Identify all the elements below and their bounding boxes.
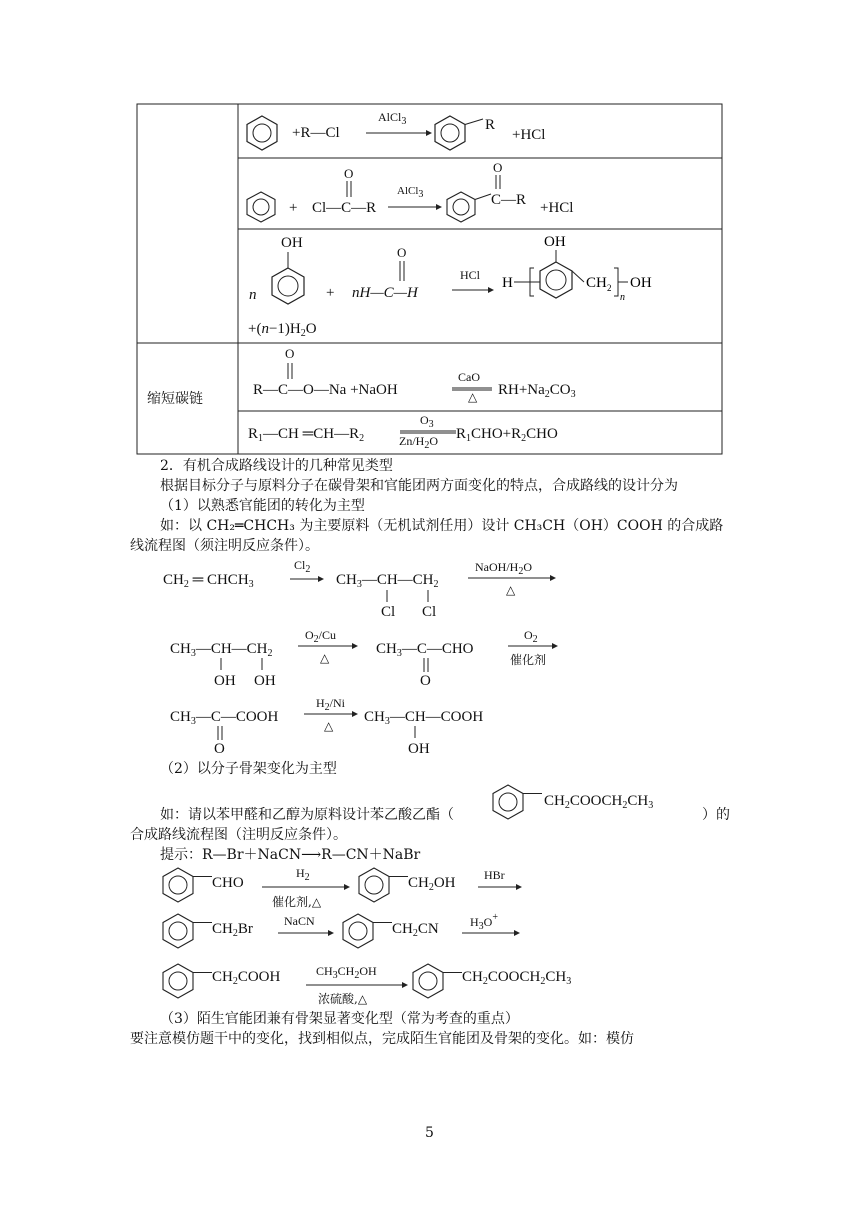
reaction-arrow <box>508 641 558 651</box>
reaction-arrow <box>262 882 350 892</box>
reagent-acyl-chloride: Cl—C—R <box>312 200 377 216</box>
reaction-arrow <box>278 928 334 938</box>
carbonyl-o: O <box>344 166 354 181</box>
ester-formula: $CH_2COOCH_2CH_3$ <box>544 793 654 811</box>
reaction-arrow <box>388 202 442 212</box>
svg-text:H: H <box>502 275 513 291</box>
route2-ethyl-phenylacetate: $CH_2COOCH_2CH_3$ <box>462 969 572 987</box>
svg-text:n: n <box>620 292 625 303</box>
phenyl-icon <box>160 912 218 950</box>
route2-cond-hbr: HBr <box>484 868 505 882</box>
svg-text:2: 2 <box>607 283 612 293</box>
plus-sign: + <box>326 285 335 301</box>
reaction-arrow <box>298 641 358 651</box>
route1-cond-heat: △ <box>320 651 330 665</box>
reaction-arrow <box>366 128 432 138</box>
route1-sub-o: O <box>420 673 431 689</box>
byproduct-hcl: +HCl <box>540 200 574 216</box>
svg-text:OH: OH <box>544 234 566 250</box>
hint-text: 提示：R—Br＋NaCN⟶R—CN＋NaBr <box>160 847 421 863</box>
phenyl-icon <box>160 866 218 904</box>
example2-line1b: ）的 <box>702 807 730 823</box>
phenol-ring-icon <box>268 250 308 312</box>
phenolic-resin-icon <box>500 232 680 308</box>
carbonyl-double-bond <box>396 261 408 283</box>
route1-cond-naoh: NaOH/$H_2O$ <box>475 560 532 577</box>
phenol-oh: OH <box>281 235 303 251</box>
route1-propanediol: $CH_3—CH—CH_2$ <box>170 641 273 659</box>
substituent-bonds <box>370 590 440 604</box>
substituent-bonds <box>204 658 274 672</box>
product-alkane: $RH+Na_2CO_3$ <box>498 382 576 400</box>
reagent-alkyl-halide: +R—Cl <box>292 125 340 141</box>
svg-text:CH: CH <box>586 275 607 291</box>
reaction-arrow <box>468 573 556 583</box>
benzene-icon <box>245 190 277 224</box>
arrow-label-alcl3: AlCl$_3$ <box>378 110 407 127</box>
route2-cond-ethanol: $CH_3CH_2OH$ <box>316 964 377 981</box>
benzene-icon <box>245 114 279 152</box>
arrow-label-hcl: HCl <box>460 268 481 282</box>
route2-cond-h2: $H_2$ <box>296 866 310 883</box>
route2-cond-h3o: $H_3O^+$ <box>470 912 498 932</box>
reagent-alkene: $R_1—CH$ $═CH—R_2$ <box>248 426 365 444</box>
route1-cond-cl2: $Cl_2$ <box>294 558 311 575</box>
phenyl-icon <box>410 962 468 1000</box>
route2-benzyl-alcohol: $CH_2OH$ <box>408 875 456 893</box>
coefficient-n: n <box>249 287 257 303</box>
route1-sub-oh-2: OH <box>254 673 276 689</box>
route1-cond-h2ni: $H_2/Ni$ <box>316 696 346 713</box>
route2-phenylacetic-acid: $CH_2COOH$ <box>212 969 281 987</box>
route1-lactic-acid: $CH_3—CH—COOH$ <box>364 709 484 727</box>
reaction-arrow <box>306 980 408 990</box>
example2-line2: 合成路线流程图（注明反应条件）。 <box>130 827 347 843</box>
phenyl-icon <box>356 866 414 904</box>
reagent-carboxylate: R—C—O—Na +NaOH <box>253 382 398 398</box>
route1-propene: $CH_2$ ═ $CHCH_3$ <box>163 572 254 590</box>
reaction-arrow <box>452 285 494 295</box>
carbonyl-double-bond <box>492 175 504 191</box>
arrow-label-alcl3: AlCl3 <box>397 185 424 200</box>
phenyl-ketone-icon <box>445 190 495 224</box>
arrow-label-o3: $O_3$ <box>420 413 434 430</box>
route1-cond-o2: $O_2$ <box>524 628 538 645</box>
type2-heading: （2）以分子骨架变化为主型 <box>160 761 337 777</box>
route1-pyruvic-acid: $CH_3—C—COOH$ <box>170 709 279 727</box>
byproduct-hcl: +HCl <box>512 127 546 143</box>
route1-ketoaldehyde: $CH_3—C—CHO$ <box>376 641 474 659</box>
carbonyl-double-bond <box>284 363 296 381</box>
section-intro: 根据目标分子与原料分子在碳骨架和官能团两方面变化的特点，合成路线的设计分为 <box>160 478 678 494</box>
type3-heading: （3）陌生官能团兼有骨架显著变化型（常为考查的重点） <box>160 1011 519 1027</box>
reaction-arrow <box>462 928 520 938</box>
reaction-arrow <box>478 882 522 892</box>
product-aldehydes: $R_1CHO+R_2CHO$ <box>456 426 558 444</box>
type3-description: 要注意模仿题干中的变化，找到相似点，完成陌生官能团及骨架的变化。如：模仿 <box>130 1031 634 1047</box>
route1-cond-o2cu: $O_2/Cu$ <box>305 628 337 645</box>
phenyl-icon <box>340 912 398 950</box>
carbonyl-o: O <box>285 346 295 361</box>
alkylbenzene-icon <box>433 114 496 152</box>
reaction-table <box>0 0 860 470</box>
reagent-formaldehyde: nH—C—H <box>352 285 418 301</box>
carbonyl-o: O <box>397 245 407 260</box>
type1-heading: （1）以熟悉官能团的转化为主型 <box>160 498 365 514</box>
example1-line2: 线流程图（须注明反应条件）。 <box>130 538 319 554</box>
benzene-icon <box>490 782 546 822</box>
route1-sub-cl-1: Cl <box>381 604 396 620</box>
route2-benzyl-bromide: $CH_2Br$ <box>212 921 253 939</box>
arrow-label-cao: CaO <box>458 370 480 384</box>
product-ketone: C—R <box>491 192 527 208</box>
arrow-label-heat: △ <box>468 390 478 404</box>
reaction-arrow <box>304 709 358 719</box>
route2-cond-h2so4: 浓硫酸,△ <box>318 992 368 1006</box>
route1-sub-oh-1: OH <box>214 673 236 689</box>
page-number: 5 <box>425 1125 434 1141</box>
plus-sign: + <box>289 200 298 216</box>
route1-sub-o: O <box>214 741 225 757</box>
product-r-group: R <box>485 117 496 133</box>
byproduct-water: $+(n-1)H_2O$ <box>248 321 317 339</box>
svg-text:OH: OH <box>630 275 652 291</box>
arrow-label-zn-water: $Zn/H_2O$ <box>399 434 439 451</box>
example2-line1a: 如：请以苯甲醛和乙醇为原料设计苯乙酸乙酯（ <box>160 807 454 823</box>
route1-cond-catalyst: 催化剂 <box>510 653 547 667</box>
carbonyl-o: O <box>493 160 503 175</box>
route1-sub-oh: OH <box>408 741 430 757</box>
route2-cond-catalyst-heat: 催化剂,△ <box>272 895 322 909</box>
substituent-bond <box>410 726 420 740</box>
route2-cond-nacn: NaCN <box>284 914 315 928</box>
phenyl-icon <box>160 962 218 1000</box>
route2-benzyl-cyanide: $CH_2CN$ <box>392 921 439 939</box>
reaction-arrow <box>290 574 324 584</box>
carbonyl-double-bond <box>343 181 355 199</box>
row-label-shorten-chain: 缩短碳链 <box>147 391 203 407</box>
route1-cond-heat: △ <box>324 719 334 733</box>
route1-cond-heat: △ <box>506 583 516 597</box>
example1-line1: 如：以 CH₂═CHCH₃ 为主要原料（无机试剂任用）设计 CH₃CH（OH）COOH 的合成路 <box>160 518 724 534</box>
route1-dichloropropane: $CH_3—CH—CH_2$ <box>336 572 439 590</box>
section-heading: 2．有机合成路线设计的几种常见类型 <box>160 458 393 474</box>
route1-sub-cl-2: Cl <box>422 604 437 620</box>
route2-benzaldehyde: CHO <box>212 875 244 891</box>
